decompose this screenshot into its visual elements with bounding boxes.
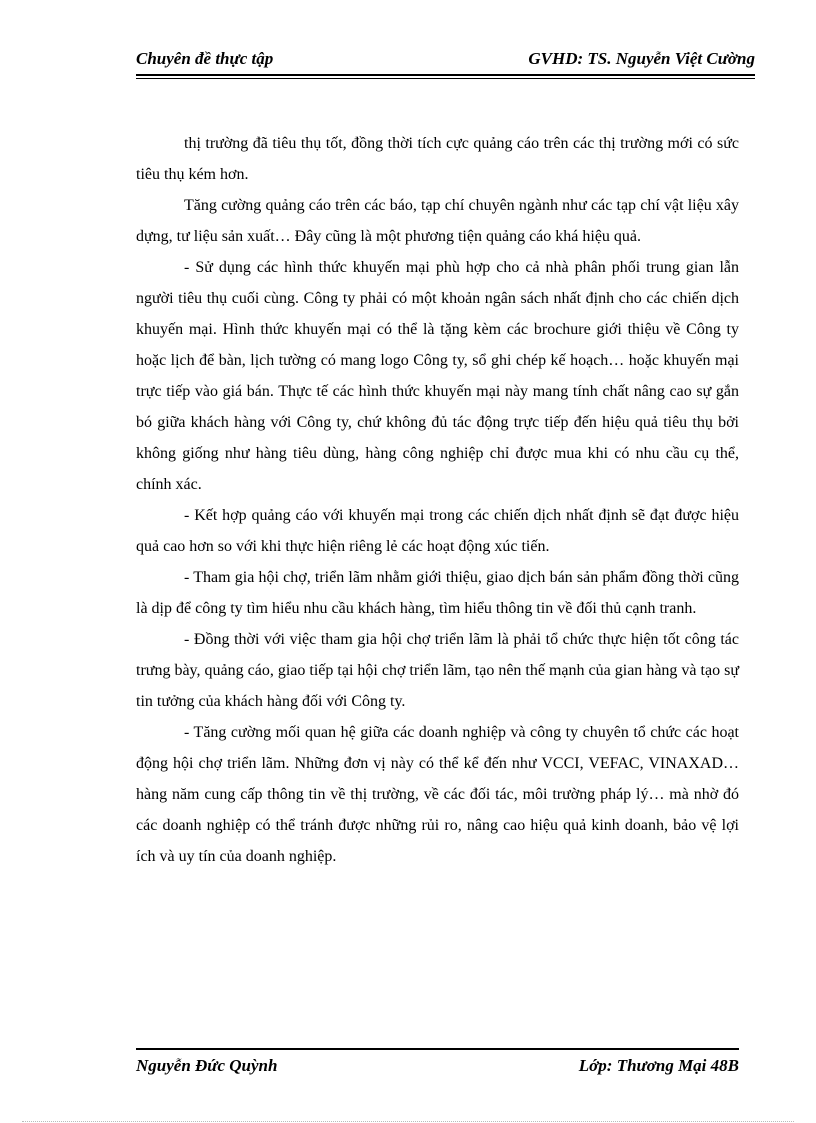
paragraph: - Tăng cường mối quan hệ giữa các doanh nghiệp và công ty chuyên tổ chức các hoạt động hội chợ triển lãm. Những đơn vị này có thể kể đến như VCCI, VEFAC, VINAXAD… hàng năm cung cấp thông tin về thị trường, về các đối tác, môi trường pháp lý… mà nhờ đó các doanh nghiệp có thể tránh được những rủi ro, nâng cao hiệu quả kinh doanh, bảo vệ lợi ích và uy tín của doanh nghiệp. (136, 724, 739, 865)
paragraph: - Sử dụng các hình thức khuyến mại phù hợp cho cả nhà phân phối trung gian lẫn người tiêu thụ cuối cùng. Công ty phải có một khoản ngân sách nhất định cho các chiến dịch khuyến mại. Hình thức khuyến mại có thể là tặng kèm các brochure giới thiệu về Công ty hoặc lịch để bàn, lịch tường có mang logo Công ty, sổ ghi chép kế hoạch… hoặc khuyến mại trực tiếp vào giá bán. Thực tế các hình thức khuyến mại này mang tính chất nâng cao sự gắn bó giữa khách hàng với Công ty, chứ không đủ tác động trực tiếp đến hiệu quả tiêu thụ bởi không giống như hàng tiêu dùng, hàng công nghiệp chỉ được mua khi có nhu cầu cụ thể, chính xác. (136, 259, 739, 493)
footer-author: Nguyễn Đức Quỳnh (136, 1056, 278, 1075)
page-edge-divider (22, 1121, 794, 1122)
header-rule-thin (136, 78, 755, 79)
paragraph: - Tham gia hội chợ, triển lãm nhằm giới thiệu, giao dịch bán sản phẩm đồng thời cũng là dịp để công ty tìm hiểu nhu cầu khách hàng, tìm hiểu thông tin về đối thủ cạnh tranh. (136, 569, 739, 617)
paragraph: Tăng cường quảng cáo trên các báo, tạp chí chuyên ngành như các tạp chí vật liệu xây dựng, tư liệu sản xuất… Đây cũng là một phương tiện quảng cáo khá hiệu quả. (136, 197, 739, 245)
paragraph: thị trường đã tiêu thụ tốt, đồng thời tích cực quảng cáo trên các thị trường mới có sức tiêu thụ kém hơn. (136, 135, 739, 183)
footer-class: Lớp: Thương Mại 48B (578, 1056, 739, 1075)
paragraph: - Kết hợp quảng cáo với khuyến mại trong các chiến dịch nhất định sẽ đạt được hiệu quả cao hơn so với khi thực hiện riêng lẻ các hoạt động xúc tiến. (136, 507, 739, 555)
page-footer (136, 1054, 739, 1078)
body-text (136, 128, 739, 872)
header-rule (136, 74, 755, 76)
paragraph: - Đồng thời với việc tham gia hội chợ triển lãm là phải tổ chức thực hiện tốt công tác trưng bày, quảng cáo, giao tiếp tại hội chợ triển lãm, tạo nên thế mạnh của gian hàng và tạo sự tin tưởng của khách hàng đối với Công ty. (136, 631, 739, 710)
page-header (136, 47, 755, 71)
header-advisor: GVHD: TS. Nguyễn Việt Cường (528, 49, 755, 68)
header-doc-title: Chuyên đề thực tập (136, 49, 274, 68)
footer-rule (136, 1048, 739, 1050)
